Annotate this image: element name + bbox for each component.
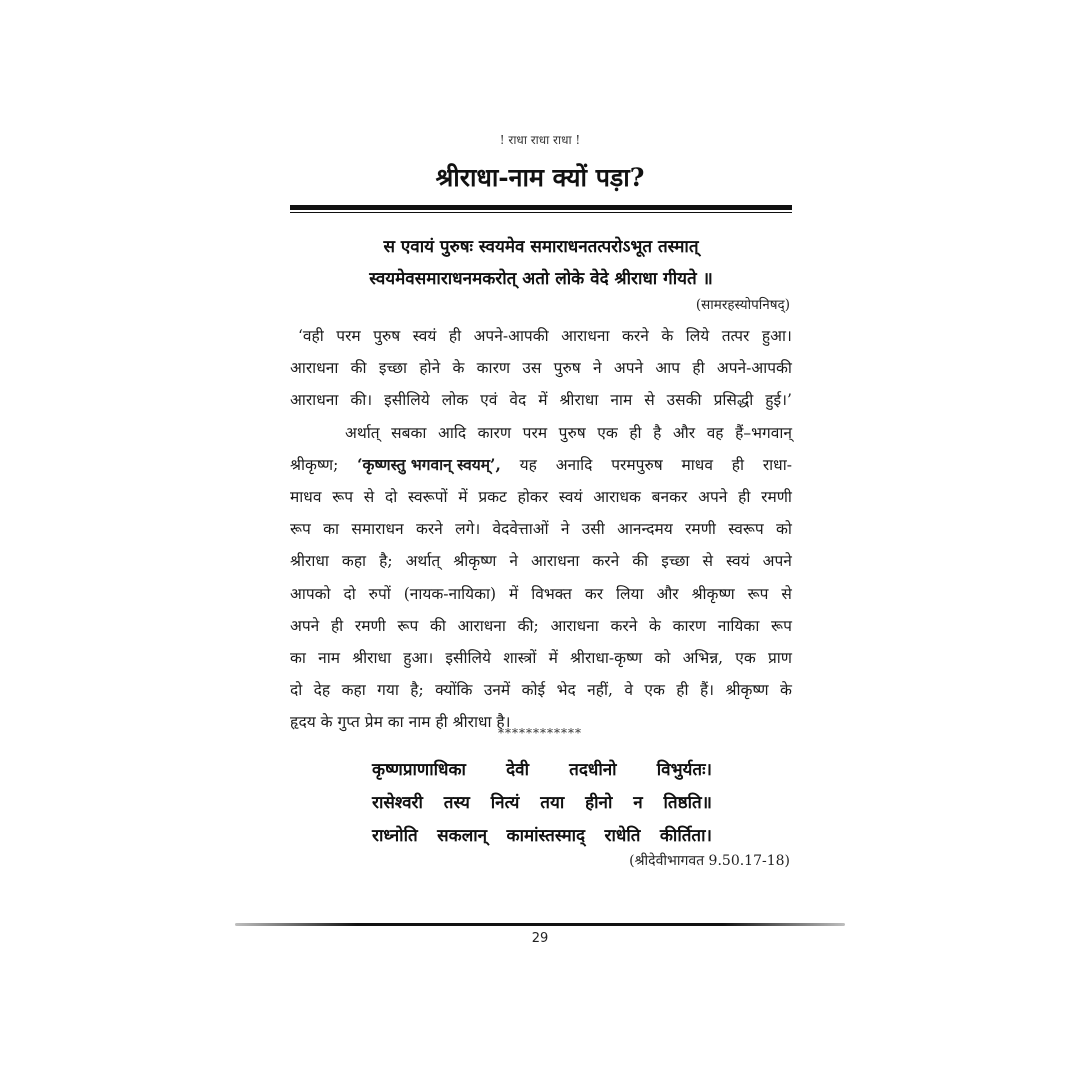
body-word: उस <box>522 359 542 378</box>
closing-verse-source: (श्रीदेवीभागवत 9.50.17-18) <box>629 853 790 869</box>
body-word: उसी <box>581 520 605 539</box>
body-word: एक <box>644 681 665 700</box>
body-line <box>290 352 792 384</box>
section-separator: ************ <box>498 726 582 740</box>
body-word: है; <box>379 552 393 571</box>
body-word: करने <box>621 327 649 345</box>
body-word: पुरुष <box>373 327 401 345</box>
closing-verse <box>372 754 712 853</box>
body-word: का <box>290 648 306 667</box>
verse-word: तदधीनो <box>569 760 617 780</box>
body-word: होने <box>419 359 441 378</box>
body-word: दो <box>343 584 356 603</box>
body-word: की; <box>517 616 539 635</box>
body-word: स्वरूपों <box>408 487 448 506</box>
body-word: वेदवेत्ताओं <box>492 520 549 539</box>
page-number: 29 <box>531 931 549 946</box>
verse-source: (सामरहस्योपनिषद्) <box>695 297 790 313</box>
body-word: परम <box>522 423 548 442</box>
body-word: अपने <box>613 359 644 378</box>
body-word: है <box>653 423 662 442</box>
footer-rule <box>235 923 845 926</box>
body-word: का <box>323 520 340 539</box>
verse-word: राधेति <box>604 826 641 846</box>
body-word: ही <box>738 487 751 506</box>
body-word: और <box>672 423 696 442</box>
body-word: में <box>538 391 548 410</box>
body-word: (नायक-नायिका) <box>403 584 497 603</box>
closing-verse-line <box>372 820 712 853</box>
body-word: के <box>780 681 792 700</box>
body-word: ने <box>593 359 602 378</box>
body-line <box>290 481 792 513</box>
body-word: नाम <box>318 648 340 667</box>
body-word: अभिन्न, <box>682 648 724 667</box>
body-word: आपको <box>290 584 331 603</box>
body-word: लोक <box>441 391 469 410</box>
body-word: इच्छा <box>661 552 690 571</box>
body-word: कहा <box>341 681 366 700</box>
body-word: ही <box>692 359 705 378</box>
body-word: अपने <box>290 616 320 635</box>
verse-word: देवी <box>506 760 529 780</box>
body-word: हुआ। <box>761 327 792 345</box>
body-line <box>290 642 792 674</box>
body-word: ही <box>330 616 344 635</box>
body-word: कर <box>584 584 604 603</box>
body-line <box>290 513 792 545</box>
body-word: अर्थात् <box>405 552 441 571</box>
body-word: रूप <box>290 520 311 539</box>
body-word: हैं। <box>699 681 715 700</box>
body-word: नाम <box>610 391 633 410</box>
body-word: पुरुष <box>558 423 586 442</box>
verse-word: विभुर्यतः। <box>656 760 712 780</box>
body-word: दो <box>290 681 303 700</box>
page-title: श्रीराधा-नाम क्यों पड़ा? <box>435 163 645 192</box>
body-word: ही <box>629 423 642 442</box>
body-word: अपने-आपकी <box>473 327 549 345</box>
body-word: आदि <box>437 423 467 442</box>
verse-word: रासेश्वरी <box>372 793 423 813</box>
body-word: श्रीकृष्ण <box>691 584 735 603</box>
body-word: कहा <box>341 552 367 571</box>
body-word: एक <box>597 423 618 442</box>
body-word: उनमें <box>483 681 511 700</box>
body-word: से <box>702 552 713 571</box>
body-word: करने <box>592 552 620 571</box>
body-word: प्रकट <box>478 487 507 506</box>
body-word: श्रीराधा-कृष्ण <box>570 648 643 667</box>
body-word: आराधना <box>290 391 339 410</box>
body-word: अनादि <box>555 455 593 474</box>
body-word: रूप <box>397 616 419 635</box>
verse-word: हीनो <box>585 793 613 813</box>
body-word: ही <box>448 327 462 345</box>
verse-word: तिष्ठति॥ <box>663 793 712 813</box>
body-word: प्रसिद्धी <box>713 391 754 410</box>
body-word: अपने <box>698 487 728 506</box>
verse-line: स एवायं पुरुषः स्वयमेव समाराधनतत्परोऽभूत तस्मात् <box>383 237 699 257</box>
body-word: इसीलिये <box>445 648 492 667</box>
body-word: स्वयं <box>558 487 583 506</box>
title-rule-thick <box>290 205 792 210</box>
body-word: श्रीराधा <box>352 648 392 667</box>
body-word: कोई <box>521 681 546 700</box>
body-word: से <box>644 391 655 410</box>
body-word: आराधना <box>290 359 339 378</box>
verse-word: तया <box>540 793 565 813</box>
body-word: नहीं, <box>587 681 613 700</box>
body-word: को <box>776 520 792 539</box>
body-line <box>290 545 792 577</box>
body-word: में <box>509 584 519 603</box>
verse-word: न <box>633 793 643 813</box>
body-word: है; <box>410 681 424 700</box>
body-word: राधा- <box>762 455 792 474</box>
verse-word: कामांस्तस्माद् <box>506 826 586 846</box>
body-word: भेद <box>556 681 576 700</box>
running-head: ! राधा राधा राधा ! <box>499 133 581 147</box>
body-word: आप <box>655 359 681 378</box>
body-word: हैं–भगवान् <box>735 423 792 442</box>
body-word: अर्थात् <box>345 423 380 442</box>
body-word: आराधना <box>531 552 580 571</box>
verse-word: कीर्तिता। <box>659 826 712 846</box>
body-word: और <box>656 584 679 603</box>
body-word: एवं <box>480 391 498 410</box>
body-word: के <box>661 327 674 345</box>
body-word: ‘वही <box>298 327 324 345</box>
body-word: शास्त्रों <box>503 648 537 667</box>
body-word: की <box>429 616 446 635</box>
body-word: में <box>458 487 468 506</box>
body-word: श्रीकृष्ण <box>725 681 769 700</box>
body-word: ही <box>731 455 744 474</box>
verse-word: सकलान् <box>437 826 488 846</box>
body-word: इच्छा <box>378 359 408 378</box>
body-word: लिये <box>685 327 710 345</box>
body-word: ‘कृष्णस्तु भगवान् स्वयम्’, <box>357 454 501 474</box>
body-word: यह <box>519 455 537 474</box>
body-line <box>290 320 792 352</box>
body-word: आराधक <box>593 487 641 506</box>
body-word: से <box>363 487 375 506</box>
body-word: स्वयं <box>725 552 750 571</box>
opening-verse <box>290 231 792 295</box>
body-word: कारण <box>477 423 512 442</box>
body-word: हुआ। <box>403 648 434 667</box>
body-line <box>290 578 792 610</box>
body-word: ने <box>560 520 570 539</box>
body-word: वह <box>706 423 724 442</box>
body-word: पुरुष <box>553 359 581 378</box>
body-word: हृदय के गुप्त प्रेम का नाम ही श्रीराधा है। <box>290 713 511 732</box>
body-word: करने <box>415 520 443 539</box>
body-paragraphs <box>290 320 792 738</box>
body-word: वे <box>624 681 633 700</box>
verse-word: तस्य <box>443 793 470 813</box>
body-word: की। <box>350 391 373 410</box>
body-word: नायिका <box>717 616 760 635</box>
body-word: रमणी <box>354 616 386 635</box>
body-line <box>290 384 792 416</box>
body-word: श्रीराधा <box>559 391 599 410</box>
body-word: माधव <box>290 487 322 506</box>
body-word: के <box>649 616 661 635</box>
body-word: क्योंकि <box>435 681 473 700</box>
body-word: अपने <box>762 552 792 571</box>
body-word: को <box>654 648 671 667</box>
body-word: होकर <box>517 487 549 506</box>
body-word: रूप <box>771 616 792 635</box>
body-word: रूप <box>332 487 354 506</box>
body-word: रमणी <box>761 487 792 506</box>
body-word: आराधना <box>561 327 610 345</box>
body-word: इसीलिये <box>384 391 430 410</box>
body-word: तत्पर <box>721 327 750 345</box>
body-word: गया <box>377 681 399 700</box>
body-word: रमणी <box>685 520 716 539</box>
body-word: की <box>350 359 367 378</box>
body-word: हुई।’ <box>765 391 792 410</box>
body-word: विभक्त <box>531 584 572 603</box>
body-word: की <box>632 552 649 571</box>
body-word: श्रीकृष्ण <box>453 552 497 571</box>
body-word: के <box>452 359 465 378</box>
body-word: वेद <box>509 391 527 410</box>
body-line <box>290 417 792 449</box>
verse-word: नित्यं <box>490 793 520 813</box>
body-word: श्रीराधा <box>290 552 329 571</box>
verse-word: कृष्णप्राणाधिका <box>372 760 466 780</box>
body-word: दो <box>385 487 398 506</box>
body-word: एक <box>735 648 756 667</box>
body-line <box>290 674 792 706</box>
body-line <box>290 610 792 642</box>
body-word: परमपुरुष <box>611 455 663 474</box>
body-word: रुपों <box>368 584 391 603</box>
body-word: रूप <box>747 584 769 603</box>
body-word: लगे। <box>455 520 481 539</box>
body-word: प्राण <box>767 648 792 667</box>
closing-verse-line <box>372 787 712 820</box>
body-word: माधव <box>681 455 713 474</box>
body-word: परम <box>336 327 361 345</box>
body-word: ही <box>676 681 689 700</box>
verse-line: स्वयमेवसमाराधनमकरोत् अतो लोके वेदे श्रीराधा गीयते ॥ <box>369 269 713 289</box>
body-word: अपने-आपकी <box>716 359 792 378</box>
title-rule-thin <box>290 212 792 213</box>
body-word: श्रीकृष्ण; <box>290 455 339 474</box>
body-word: स्वरूप <box>728 520 764 539</box>
body-word: सबका <box>391 423 427 442</box>
body-word: करने <box>610 616 638 635</box>
body-word: ने <box>509 552 518 571</box>
body-word: उसकी <box>666 391 702 410</box>
body-word: बनकर <box>651 487 688 506</box>
body-word: समाराधन <box>351 520 404 539</box>
body-word: आराधना <box>457 616 506 635</box>
body-word: कारण <box>672 616 707 635</box>
body-word: से <box>781 584 792 603</box>
body-word: कारण <box>476 359 511 378</box>
body-word: आराधना <box>550 616 599 635</box>
body-word: देह <box>313 681 331 700</box>
body-word: लिया <box>615 584 644 603</box>
body-word: स्वयं <box>412 327 437 345</box>
closing-verse-line <box>372 754 712 787</box>
body-line <box>290 449 792 481</box>
verse-word: राध्नोति <box>372 826 418 846</box>
body-word: आनन्दमय <box>617 520 673 539</box>
body-word: में <box>548 648 558 667</box>
